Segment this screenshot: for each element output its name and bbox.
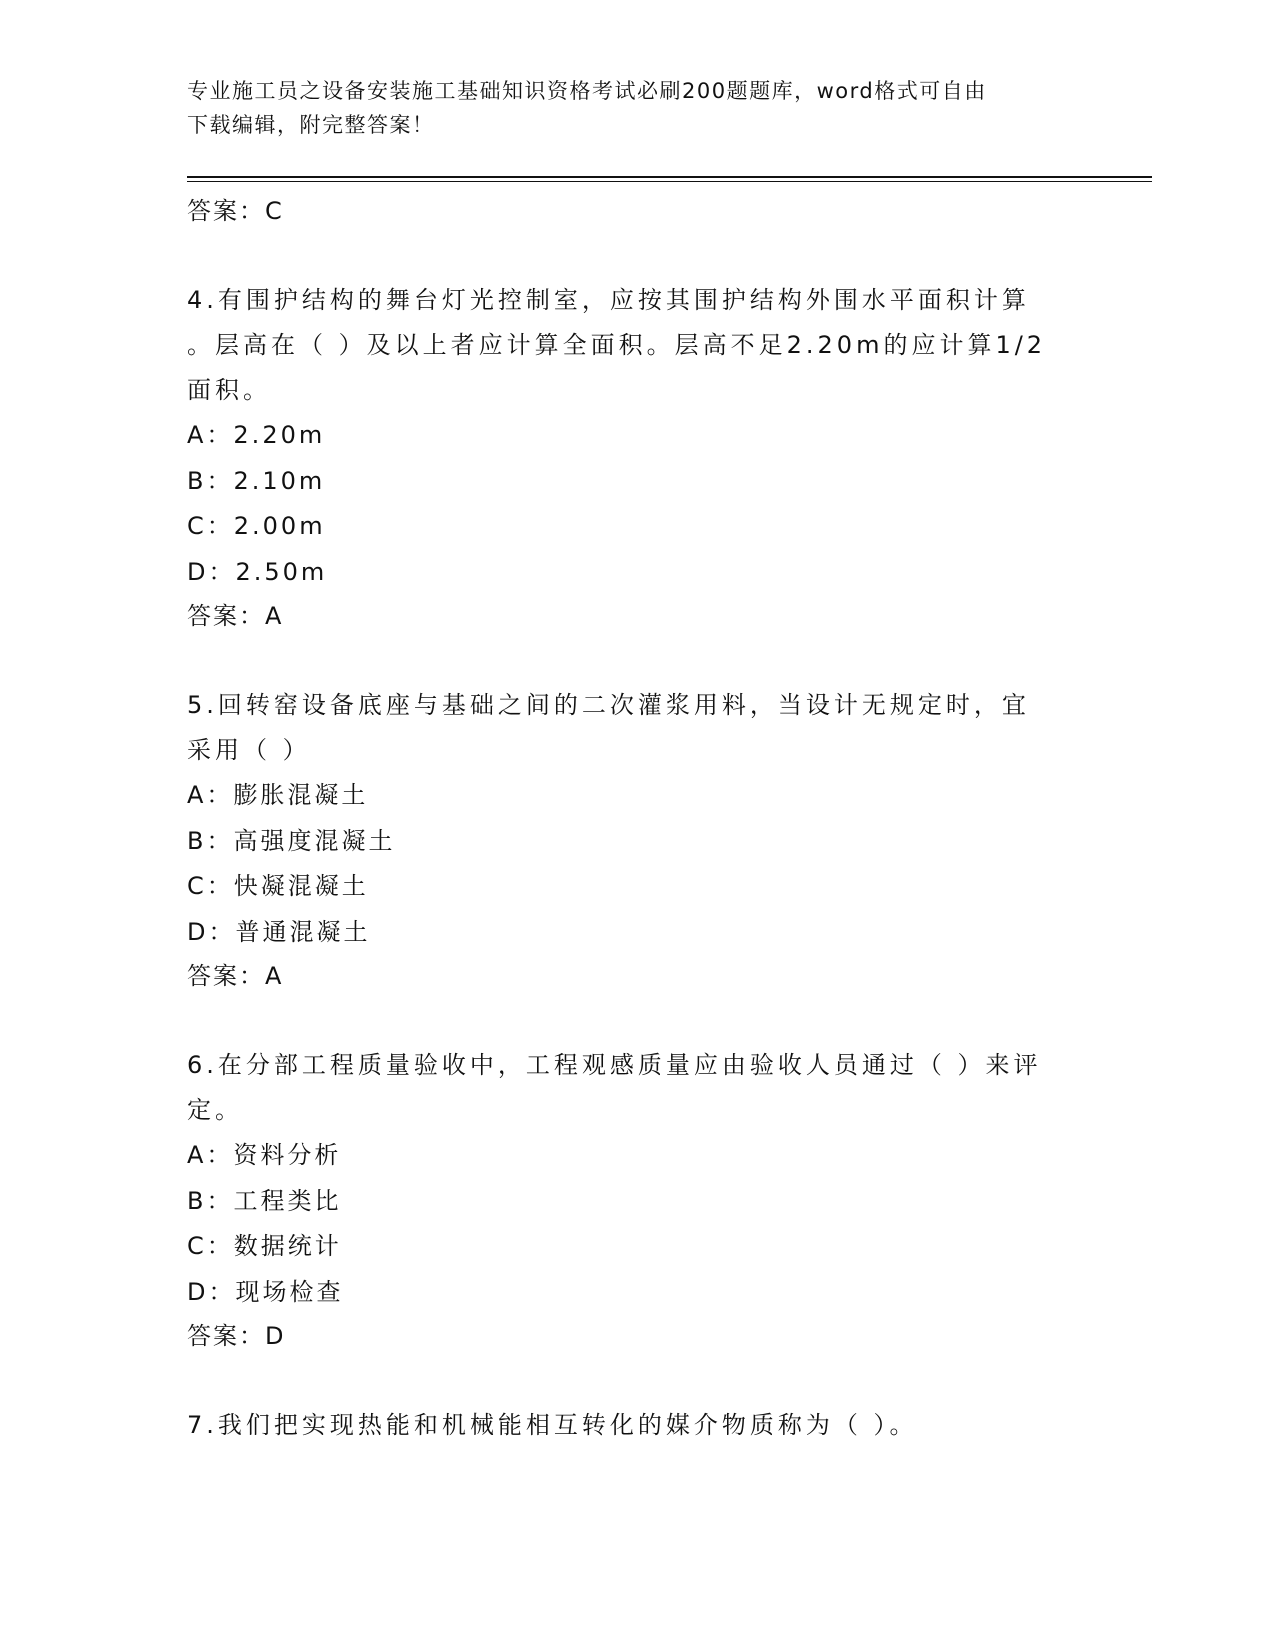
question-stem-line: 4.有围护结构的舞台灯光控制室，应按其围护结构外围水平面积计算 xyxy=(187,286,1030,314)
option-b: B：工程类比 xyxy=(187,1186,342,1215)
header-line-1: 专业施工员之设备安装施工基础知识资格考试必刷200题题库，word格式可自由 xyxy=(187,79,987,103)
answer-line: 答案：A xyxy=(187,602,284,630)
question-stem-line: 面积。 xyxy=(187,376,271,404)
header-line-2: 下载编辑，附完整答案！ xyxy=(187,113,435,137)
spacer xyxy=(187,637,1077,683)
option-a: A：膨胀混凝土 xyxy=(187,781,369,809)
option-c: C：快凝混凝土 xyxy=(187,872,369,900)
question-stem-line: 5.回转窑设备底座与基础之间的二次灌浆用料，当设计无规定时，宜 xyxy=(187,691,1030,719)
question-stem-line: 6.在分部工程质量验收中，工程观感质量应由验收人员通过（ ）来评 xyxy=(187,1051,1042,1079)
header-divider-thick xyxy=(187,176,1152,178)
option-b: B：2.10m xyxy=(187,466,326,495)
spacer xyxy=(187,232,1077,278)
option-b: B：高强度混凝土 xyxy=(187,826,396,855)
option-a: A：资料分析 xyxy=(187,1141,342,1169)
option-d: D：2.50m xyxy=(187,557,328,586)
option-c: C：数据统计 xyxy=(187,1232,342,1260)
question-stem-line: 采用（ ） xyxy=(187,736,311,764)
option-c: C：2.00m xyxy=(187,512,326,540)
question-stem-line: 7.我们把实现热能和机械能相互转化的媒介物质称为（ ）。 xyxy=(187,1411,918,1439)
answer-line: 答案：D xyxy=(187,1322,286,1350)
question-block xyxy=(187,278,1077,637)
option-d: D：普通混凝土 xyxy=(187,917,371,946)
answer-line: 答案：A xyxy=(187,962,284,990)
question-stem-line: 定。 xyxy=(187,1096,243,1124)
question-block xyxy=(187,683,1077,997)
option-d: D：现场检查 xyxy=(187,1277,344,1306)
question-block xyxy=(187,1043,1077,1357)
spacer xyxy=(187,1357,1077,1403)
question-block xyxy=(187,1403,1077,1448)
question-stem-line: 。层高在（ ）及以上者应计算全面积。层高不足2.20m的应计算1/2 xyxy=(187,331,1047,359)
answer-line: 答案：C xyxy=(187,197,284,225)
option-a: A：2.20m xyxy=(187,421,326,449)
document-header xyxy=(187,74,1077,142)
spacer xyxy=(187,997,1077,1043)
document-body xyxy=(187,190,1077,1448)
header-divider-thin xyxy=(187,181,1152,182)
